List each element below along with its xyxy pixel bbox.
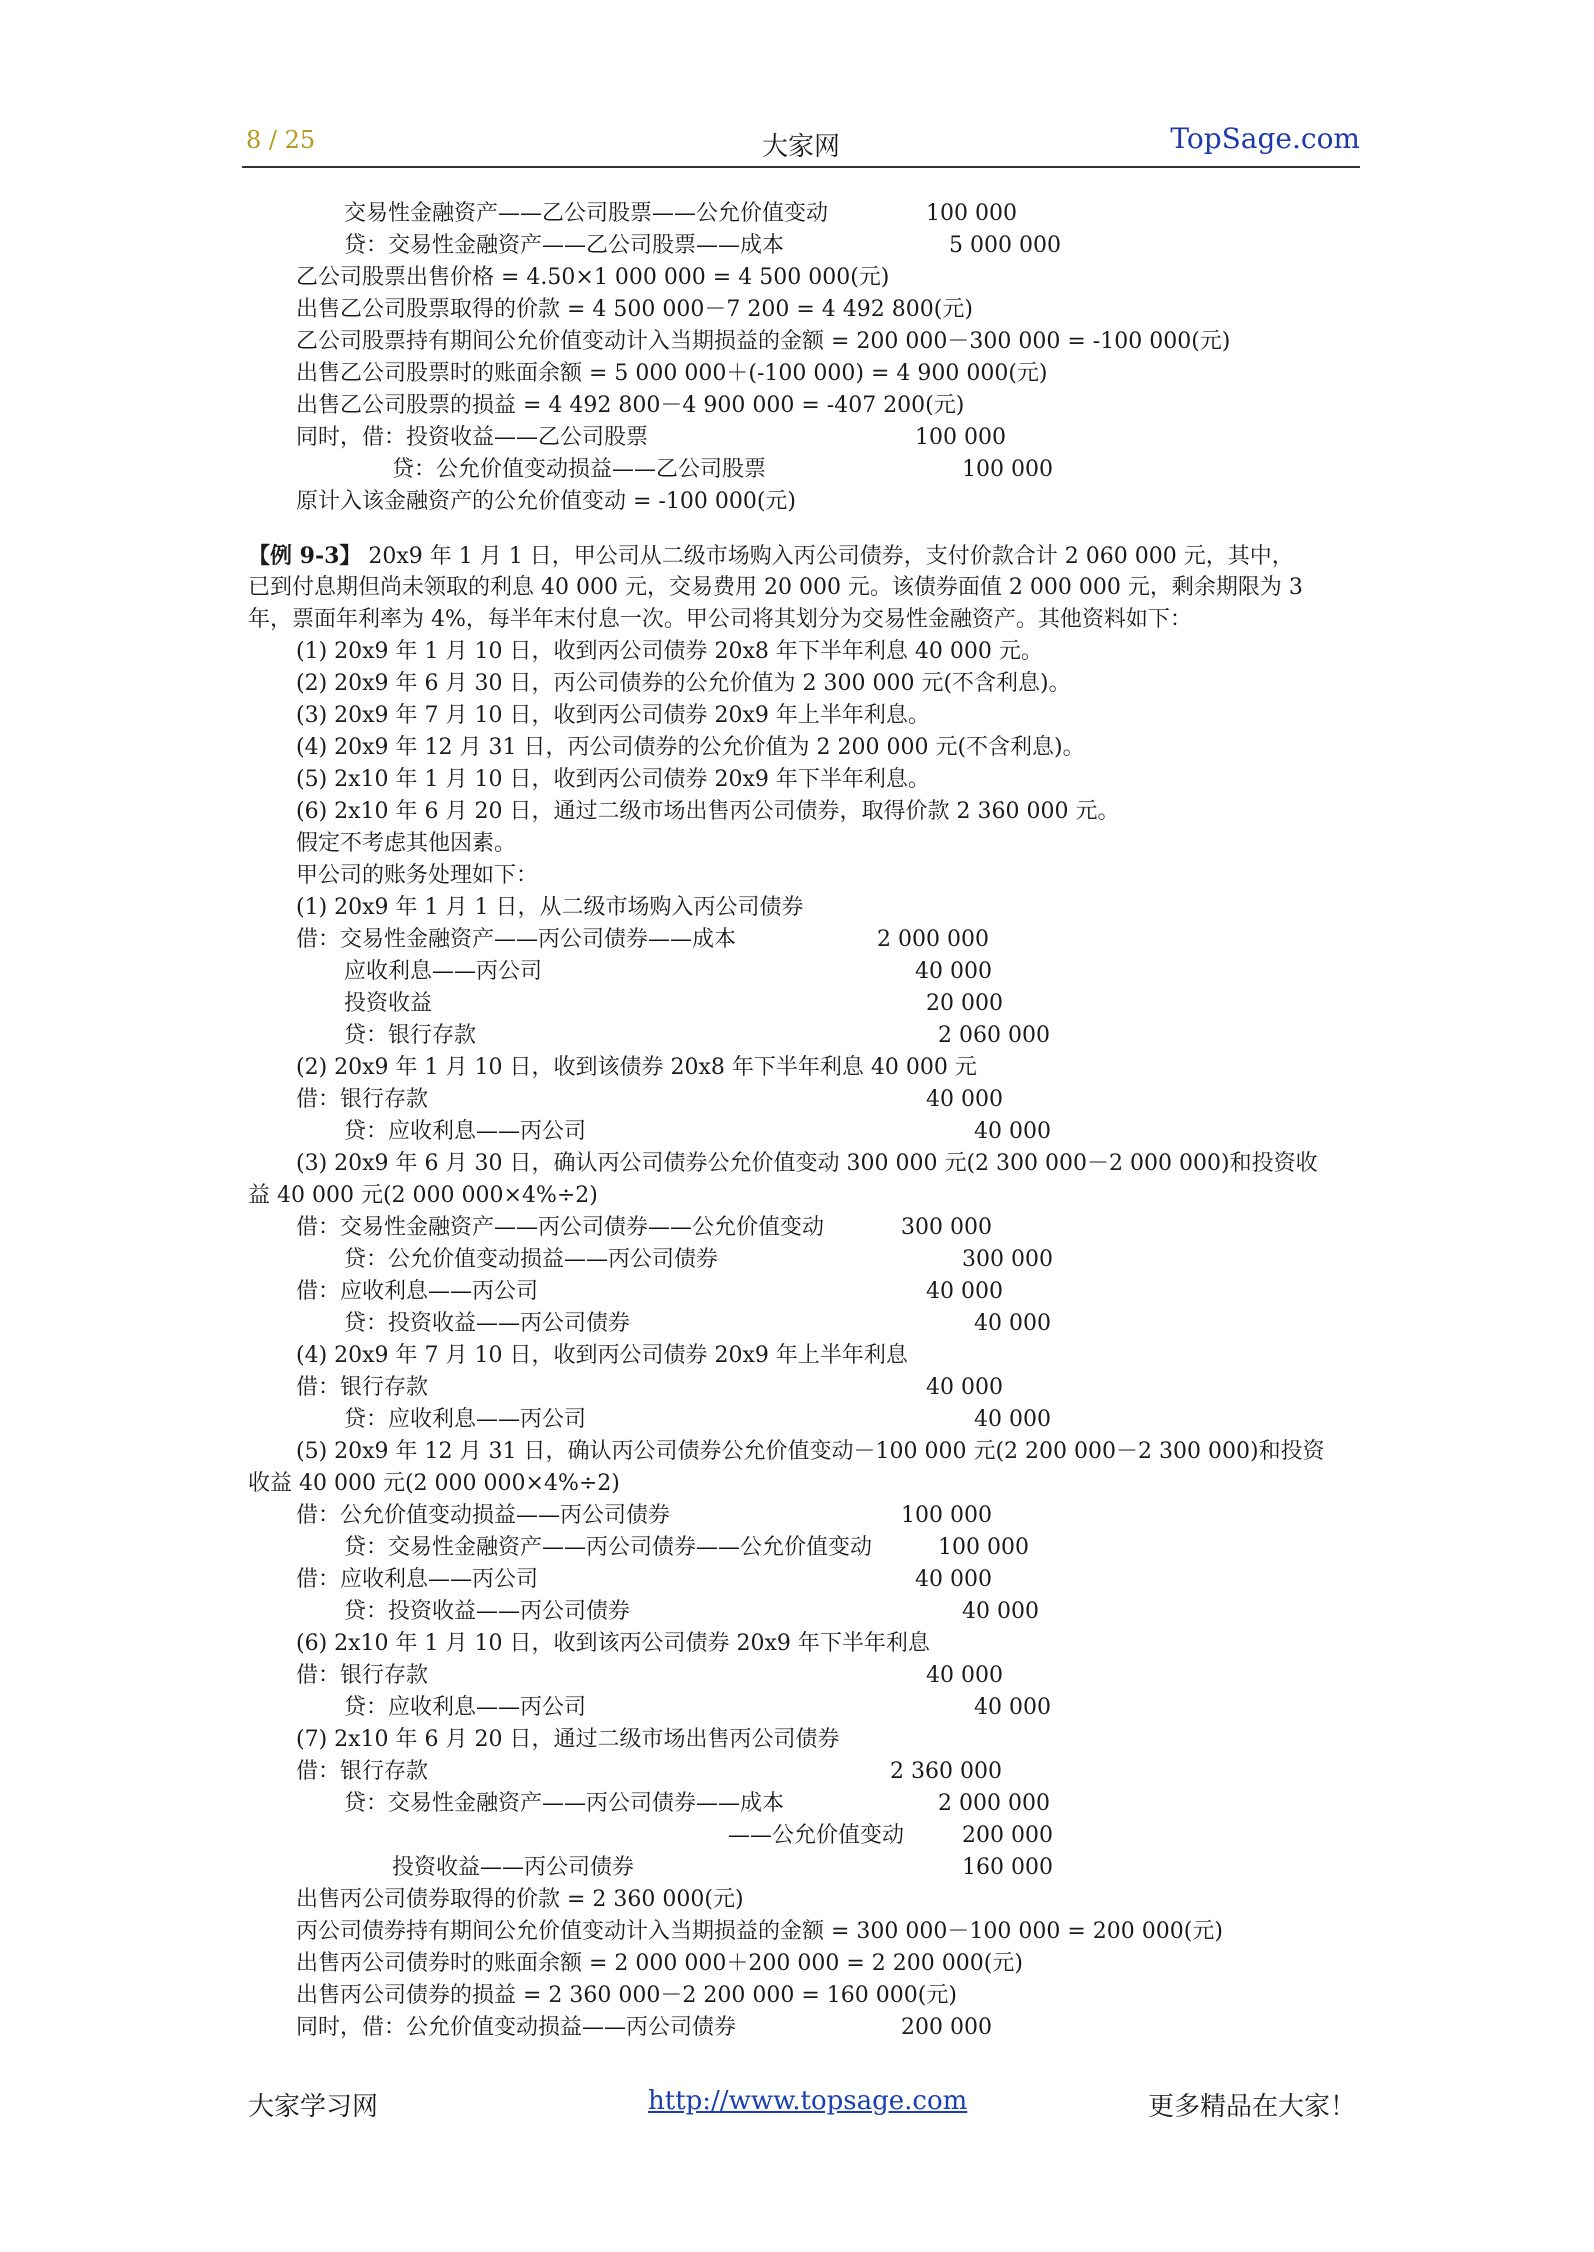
line-text bbox=[344, 1532, 872, 1564]
text-line bbox=[248, 572, 1358, 604]
line-content: (1) 20x9 年 1 月 1 日，从二级市场购入丙公司债券 bbox=[296, 895, 804, 920]
text-line bbox=[248, 956, 1358, 988]
line-content: 出售丙公司债券的损益 = 2 360 000－2 200 000 = 160 000(元) bbox=[296, 1983, 957, 2008]
line-text bbox=[296, 764, 930, 796]
line-content: (3) 20x9 年 6 月 30 日，确认丙公司债券公允价值变动 300 000 元(2 300 000－2 000 000)和投资收 bbox=[296, 1151, 1318, 1176]
footer-right-text: 更多精品在大家！ bbox=[1147, 2092, 1356, 2122]
line-text bbox=[296, 262, 889, 294]
entry-amount: 2 360 000 bbox=[890, 1759, 1002, 1784]
text-line bbox=[248, 924, 1358, 956]
line-text bbox=[296, 390, 964, 422]
line-content: 贷：应收利息——丙公司 bbox=[344, 1119, 587, 1144]
text-line bbox=[248, 1916, 1358, 1948]
line-content: 借：银行存款 bbox=[296, 1663, 429, 1688]
line-text bbox=[296, 1436, 1325, 1468]
text-line bbox=[248, 1308, 1358, 1340]
line-text bbox=[296, 1500, 670, 1532]
text-line bbox=[248, 1340, 1358, 1372]
entry-amount: 2 000 000 bbox=[938, 1791, 1050, 1816]
line-text bbox=[344, 198, 828, 230]
line-content: 贷：公允价值变动损益——丙公司债券 bbox=[344, 1247, 719, 1272]
line-text bbox=[296, 1052, 977, 1084]
text-line bbox=[248, 796, 1358, 828]
line-text bbox=[296, 1628, 930, 1660]
text-line bbox=[248, 828, 1358, 860]
line-content: 出售丙公司债券取得的价款 = 2 360 000(元) bbox=[296, 1887, 744, 1912]
text-line bbox=[248, 668, 1358, 700]
entry-amount: 100 000 bbox=[938, 1535, 1029, 1560]
text-line bbox=[248, 262, 1358, 294]
text-line bbox=[248, 1692, 1358, 1724]
line-text bbox=[296, 1916, 1223, 1948]
text-line bbox=[248, 1724, 1358, 1756]
line-text bbox=[296, 668, 1071, 700]
line-text bbox=[296, 358, 1048, 390]
line-content: 贷：银行存款 bbox=[344, 1023, 477, 1048]
line-text bbox=[296, 1372, 428, 1404]
text-line bbox=[248, 892, 1358, 924]
text-line bbox=[248, 1596, 1358, 1628]
line-text bbox=[248, 1180, 598, 1212]
line-content: 原计入该金融资产的公允价值变动 = -100 000(元) bbox=[296, 489, 796, 514]
entry-amount: 40 000 bbox=[926, 1279, 1003, 1304]
paragraph-gap bbox=[248, 518, 1358, 540]
text-line bbox=[248, 1020, 1358, 1052]
document-body bbox=[248, 198, 1358, 2044]
line-content: (2) 20x9 年 1 月 10 日，收到该债券 20x8 年下半年利息 40 000 元 bbox=[296, 1055, 977, 1080]
text-line bbox=[248, 860, 1358, 892]
text-line bbox=[248, 1788, 1358, 1820]
line-content: 假定不考虑其他因素。 bbox=[296, 831, 517, 856]
line-content: 贷：应收利息——丙公司 bbox=[344, 1695, 587, 1720]
line-content: (4) 20x9 年 7 月 10 日，收到丙公司债券 20x9 年上半年利息 bbox=[296, 1343, 908, 1368]
entry-amount: 40 000 bbox=[926, 1663, 1003, 1688]
line-content: 已到付息期但尚未领取的利息 40 000 元，交易费用 20 000 元。该债券面值 2 000 000 元，剩余期限为 3 bbox=[248, 575, 1303, 600]
entry-amount: 40 000 bbox=[915, 959, 992, 984]
line-text bbox=[392, 1852, 634, 1884]
line-content: 甲公司的账务处理如下： bbox=[296, 863, 539, 888]
line-text bbox=[248, 572, 1303, 604]
line-text bbox=[248, 540, 1294, 573]
page-footer bbox=[248, 2086, 1356, 2126]
text-line bbox=[248, 764, 1358, 796]
line-content: (7) 2x10 年 6 月 20 日，通过二级市场出售丙公司债券 bbox=[296, 1727, 840, 1752]
line-text bbox=[296, 1340, 908, 1372]
line-text bbox=[344, 1020, 476, 1052]
line-content: 益 40 000 元(2 000 000×4%÷2) bbox=[248, 1183, 598, 1208]
text-line bbox=[248, 732, 1358, 764]
line-content: 贷：公允价值变动损益——乙公司股票 bbox=[392, 457, 767, 482]
line-text bbox=[296, 1724, 840, 1756]
line-content: 同时，借：投资收益——乙公司股票 bbox=[296, 425, 649, 450]
example-label: 【例 9-3】 bbox=[248, 543, 362, 569]
entry-amount: 40 000 bbox=[974, 1119, 1051, 1144]
text-line bbox=[248, 358, 1358, 390]
brand-name: TopSage.com bbox=[1170, 122, 1360, 155]
line-content: 投资收益 bbox=[344, 991, 433, 1016]
line-text bbox=[296, 2012, 736, 2044]
line-text bbox=[248, 1468, 620, 1500]
line-content: 收益 40 000 元(2 000 000×4%÷2) bbox=[248, 1471, 620, 1496]
line-content: 借：应收利息——丙公司 bbox=[296, 1279, 539, 1304]
text-line bbox=[248, 1884, 1358, 1916]
text-line bbox=[248, 1980, 1358, 2012]
text-line bbox=[248, 1276, 1358, 1308]
entry-amount: 100 000 bbox=[901, 1503, 992, 1528]
line-content: 交易性金融资产——乙公司股票——公允价值变动 bbox=[344, 201, 829, 226]
text-line bbox=[248, 1948, 1358, 1980]
text-line bbox=[248, 1532, 1358, 1564]
line-text bbox=[344, 1116, 586, 1148]
line-content: 借：交易性金融资产——丙公司债券——成本 bbox=[296, 927, 737, 952]
line-content: ——公允价值变动 bbox=[728, 1823, 905, 1848]
entry-amount: 100 000 bbox=[926, 201, 1017, 226]
line-text bbox=[296, 796, 1119, 828]
line-text bbox=[392, 454, 766, 486]
text-line bbox=[248, 390, 1358, 422]
line-text bbox=[296, 486, 796, 518]
line-text bbox=[296, 1948, 1023, 1980]
line-text bbox=[728, 1820, 904, 1852]
line-text bbox=[296, 1148, 1318, 1180]
text-line bbox=[248, 1660, 1358, 1692]
line-text bbox=[296, 294, 973, 326]
line-content: 出售乙公司股票时的账面余额 = 5 000 000＋(-100 000) = 4 900 000(元) bbox=[296, 361, 1048, 386]
footer-link[interactable]: http://www.topsage.com bbox=[648, 2086, 968, 2116]
entry-amount: 20 000 bbox=[926, 991, 1003, 1016]
line-text bbox=[344, 1404, 586, 1436]
line-text bbox=[344, 1788, 784, 1820]
text-line bbox=[248, 1404, 1358, 1436]
entry-amount: 300 000 bbox=[901, 1215, 992, 1240]
line-text bbox=[296, 326, 1230, 358]
text-line bbox=[248, 1084, 1358, 1116]
text-line bbox=[248, 1436, 1358, 1468]
text-line bbox=[248, 1180, 1358, 1212]
entry-amount: 40 000 bbox=[915, 1567, 992, 1592]
line-content: (1) 20x9 年 1 月 10 日，收到丙公司债券 20x8 年下半年利息 40 000 元。 bbox=[296, 639, 1043, 664]
line-text bbox=[344, 1244, 718, 1276]
entry-amount: 40 000 bbox=[926, 1087, 1003, 1112]
text-line bbox=[248, 700, 1358, 732]
entry-amount: 40 000 bbox=[974, 1407, 1051, 1432]
text-line bbox=[248, 198, 1358, 230]
text-line bbox=[248, 2012, 1358, 2044]
entry-amount: 2 000 000 bbox=[877, 927, 989, 952]
line-content: 出售乙公司股票取得的价款 = 4 500 000－7 200 = 4 492 800(元) bbox=[296, 297, 973, 322]
text-line bbox=[248, 326, 1358, 358]
text-line bbox=[248, 454, 1358, 486]
line-content: 乙公司股票出售价格 = 4.50×1 000 000 = 4 500 000(元) bbox=[296, 265, 890, 290]
text-line bbox=[248, 1148, 1358, 1180]
text-line bbox=[248, 230, 1358, 262]
entry-amount: 40 000 bbox=[974, 1311, 1051, 1336]
line-content: 贷：应收利息——丙公司 bbox=[344, 1407, 587, 1432]
line-content: (6) 2x10 年 1 月 10 日，收到该丙公司债券 20x9 年下半年利息 bbox=[296, 1631, 930, 1656]
line-text bbox=[296, 828, 516, 860]
line-text bbox=[296, 1276, 538, 1308]
entry-amount: 2 060 000 bbox=[938, 1023, 1050, 1048]
text-line bbox=[248, 540, 1358, 572]
line-content: 借：交易性金融资产——丙公司债券——公允价值变动 bbox=[296, 1215, 825, 1240]
line-content: 借：银行存款 bbox=[296, 1759, 429, 1784]
line-text bbox=[296, 860, 538, 892]
line-text bbox=[296, 1084, 428, 1116]
text-line bbox=[248, 1564, 1358, 1596]
text-line bbox=[248, 486, 1358, 518]
line-content: 乙公司股票持有期间公允价值变动计入当期损益的金额 = 200 000－300 000 = -100 000(元) bbox=[296, 329, 1231, 354]
line-content: 投资收益——丙公司债券 bbox=[392, 1855, 635, 1880]
line-content: (5) 20x9 年 12 月 31 日，确认丙公司债券公允价值变动－100 000 元(2 200 000－2 300 000)和投资 bbox=[296, 1439, 1325, 1464]
text-line bbox=[248, 1628, 1358, 1660]
line-text bbox=[296, 700, 930, 732]
footer-left-text: 大家学习网 bbox=[248, 2092, 379, 2122]
line-text bbox=[296, 1756, 428, 1788]
line-content: 贷：投资收益——丙公司债券 bbox=[344, 1599, 631, 1624]
line-text bbox=[344, 988, 432, 1020]
text-line bbox=[248, 1756, 1358, 1788]
line-content: 贷：交易性金融资产——乙公司股票——成本 bbox=[344, 233, 785, 258]
page-number: 8 / 25 bbox=[246, 126, 316, 154]
line-text bbox=[296, 1564, 538, 1596]
line-content: 贷：交易性金融资产——丙公司债券——公允价值变动 bbox=[344, 1535, 873, 1560]
text-line bbox=[248, 1852, 1358, 1884]
line-content: (5) 2x10 年 1 月 10 日，收到丙公司债券 20x9 年下半年利息。 bbox=[296, 767, 930, 792]
line-content: 贷：交易性金融资产——丙公司债券——成本 bbox=[344, 1791, 785, 1816]
line-text bbox=[296, 422, 648, 454]
line-text bbox=[344, 1308, 630, 1340]
line-text bbox=[296, 1980, 957, 2012]
line-content: 同时，借：公允价值变动损益——丙公司债券 bbox=[296, 2015, 737, 2040]
text-line bbox=[248, 1500, 1358, 1532]
text-line bbox=[248, 604, 1358, 636]
line-text bbox=[296, 892, 804, 924]
line-text bbox=[296, 636, 1043, 668]
text-line bbox=[248, 1052, 1358, 1084]
page-header bbox=[242, 118, 1360, 168]
line-content: 贷：投资收益——丙公司债券 bbox=[344, 1311, 631, 1336]
line-text bbox=[296, 1212, 824, 1244]
entry-amount: 300 000 bbox=[962, 1247, 1053, 1272]
line-text bbox=[296, 924, 736, 956]
line-text bbox=[344, 1692, 586, 1724]
line-content: 借：公允价值变动损益——丙公司债券 bbox=[296, 1503, 671, 1528]
text-line bbox=[248, 1468, 1358, 1500]
entry-amount: 100 000 bbox=[915, 425, 1006, 450]
line-text bbox=[344, 956, 542, 988]
line-content: 20x9 年 1 月 1 日，甲公司从二级市场购入丙公司债券，支付价款合计 2 060 000 元，其中， bbox=[361, 544, 1294, 569]
entry-amount: 40 000 bbox=[962, 1599, 1039, 1624]
text-line bbox=[248, 988, 1358, 1020]
text-line bbox=[248, 636, 1358, 668]
line-content: 应收利息——丙公司 bbox=[344, 959, 543, 984]
entry-amount: 5 000 000 bbox=[949, 233, 1061, 258]
line-content: (6) 2x10 年 6 月 20 日，通过二级市场出售丙公司债券，取得价款 2 360 000 元。 bbox=[296, 799, 1120, 824]
line-text bbox=[296, 732, 1085, 764]
text-line bbox=[248, 1244, 1358, 1276]
entry-amount: 160 000 bbox=[962, 1855, 1053, 1880]
entry-amount: 40 000 bbox=[926, 1375, 1003, 1400]
entry-amount: 100 000 bbox=[962, 457, 1053, 482]
entry-amount: 200 000 bbox=[901, 2015, 992, 2040]
line-text bbox=[344, 1596, 630, 1628]
text-line bbox=[248, 1116, 1358, 1148]
line-content: 借：银行存款 bbox=[296, 1087, 429, 1112]
line-content: (4) 20x9 年 12 月 31 日，丙公司债券的公允价值为 2 200 000 元(不含利息)。 bbox=[296, 735, 1085, 760]
line-content: (2) 20x9 年 6 月 30 日，丙公司债券的公允价值为 2 300 000 元(不含利息)。 bbox=[296, 671, 1071, 696]
line-content: 出售丙公司债券时的账面余额 = 2 000 000＋200 000 = 2 200 000(元) bbox=[296, 1951, 1023, 1976]
line-text bbox=[344, 230, 784, 262]
site-name: 大家网 bbox=[761, 132, 840, 162]
text-line bbox=[248, 294, 1358, 326]
text-line bbox=[248, 1372, 1358, 1404]
line-content: 借：应收利息——丙公司 bbox=[296, 1567, 539, 1592]
line-text bbox=[248, 604, 1192, 636]
text-line bbox=[248, 422, 1358, 454]
entry-amount: 40 000 bbox=[974, 1695, 1051, 1720]
line-text bbox=[296, 1884, 744, 1916]
line-content: 出售乙公司股票的损益 = 4 492 800－4 900 000 = -407 200(元) bbox=[296, 393, 965, 418]
line-content: (3) 20x9 年 7 月 10 日，收到丙公司债券 20x9 年上半年利息。 bbox=[296, 703, 930, 728]
text-line bbox=[248, 1212, 1358, 1244]
line-content: 年，票面年利率为 4%，每半年末付息一次。甲公司将其划分为交易性金融资产。其他资料如下： bbox=[248, 607, 1192, 632]
line-content: 借：银行存款 bbox=[296, 1375, 429, 1400]
entry-amount: 200 000 bbox=[962, 1823, 1053, 1848]
text-line bbox=[248, 1820, 1358, 1852]
line-content: 丙公司债券持有期间公允价值变动计入当期损益的金额 = 300 000－100 000 = 200 000(元) bbox=[296, 1919, 1223, 1944]
line-text bbox=[296, 1660, 428, 1692]
